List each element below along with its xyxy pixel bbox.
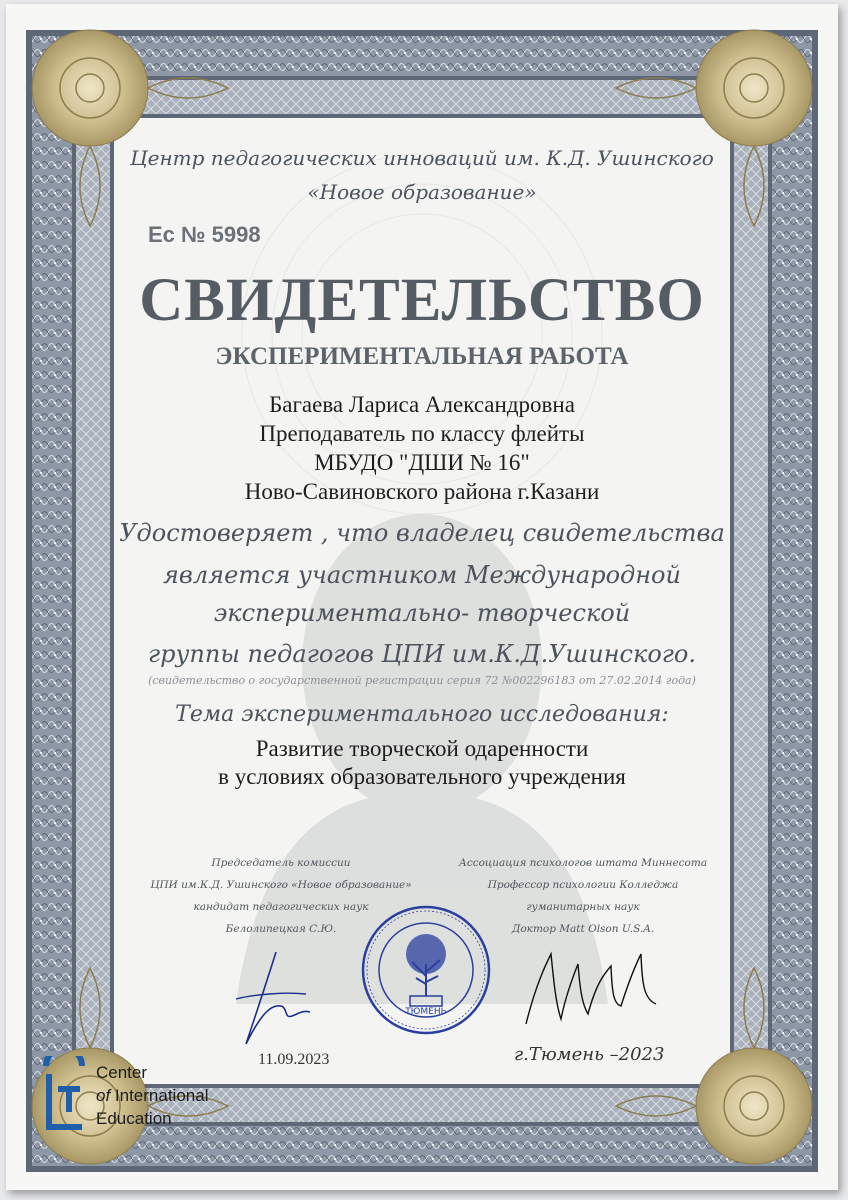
cie-logo-icon — [42, 1056, 88, 1136]
certificate-title: СВИДЕТЕЛЬСТВО — [139, 267, 705, 334]
certifies-line: группы педагогов ЦПИ им.К.Д.Ушинского. — [148, 640, 696, 668]
recipient-institution: МБУДО "ДШИ № 16" — [314, 450, 530, 475]
recipient-position: Преподаватель по классу флейты — [259, 421, 585, 446]
logo-text-line: Center — [96, 1063, 148, 1082]
signatory-line: Ассоциация психологов штата Миннесота — [458, 857, 708, 869]
certificate-subtitle: ЭКСПЕРИМЕНТАЛЬНАЯ РАБОТА — [215, 343, 629, 370]
registration-note: (свидетельство о государственной регистрации серия 72 №002296183 от 27.02.2014 года) — [148, 674, 696, 687]
seal-city: ТЮМЕНЬ — [405, 1007, 447, 1017]
organization-brand: «Новое образование» — [307, 180, 537, 204]
certificate-sheet — [6, 4, 838, 1190]
signatory-line: Председатель комиссии — [211, 857, 351, 869]
signatory-line: Профессор психологии Колледжа — [487, 879, 679, 891]
official-seal-icon — [360, 904, 492, 1036]
theme-line: в условиях образовательного учреждения — [218, 764, 626, 789]
certifies-line: экспериментально- творческой — [213, 599, 631, 627]
logo-text-line: Education — [96, 1109, 172, 1128]
organization-name: Центр педагогических инноваций им. К.Д. Ушинского — [130, 146, 714, 170]
city-year: г.Тюмень –2023 — [514, 1044, 665, 1065]
signatory-line: гуманитарных наук — [526, 901, 640, 913]
signatory-line: кандидат педагогических наук — [193, 901, 369, 913]
signatory-line: ЦПИ им.К.Д. Ушинского «Новое образование» — [150, 879, 412, 891]
signatory-line: Белолипецкая С.Ю. — [225, 923, 337, 935]
left-signature-icon — [226, 944, 316, 1054]
recipient-name: Багаева Лариса Александровна — [269, 392, 575, 417]
recipient-district: Ново-Савиновского района г.Казани — [244, 479, 600, 504]
right-signatory — [458, 852, 708, 940]
cie-logo — [42, 1052, 262, 1142]
right-signature-icon — [516, 944, 666, 1034]
certifies-line: Удостоверяет , что владелец свидетельства — [119, 519, 725, 547]
issue-date: 11.09.2023 — [258, 1051, 330, 1068]
certifies-line: является участником Международной — [163, 561, 681, 589]
logo-text-line: of International — [96, 1086, 209, 1105]
theme-label: Тема экспериментального исследования: — [175, 702, 669, 727]
certificate-number: Ес № 5998 — [148, 222, 261, 247]
signatory-line: Доктор Matt Olson U.S.A. — [511, 923, 655, 935]
theme-line: Развитие творческой одаренности — [255, 736, 589, 761]
